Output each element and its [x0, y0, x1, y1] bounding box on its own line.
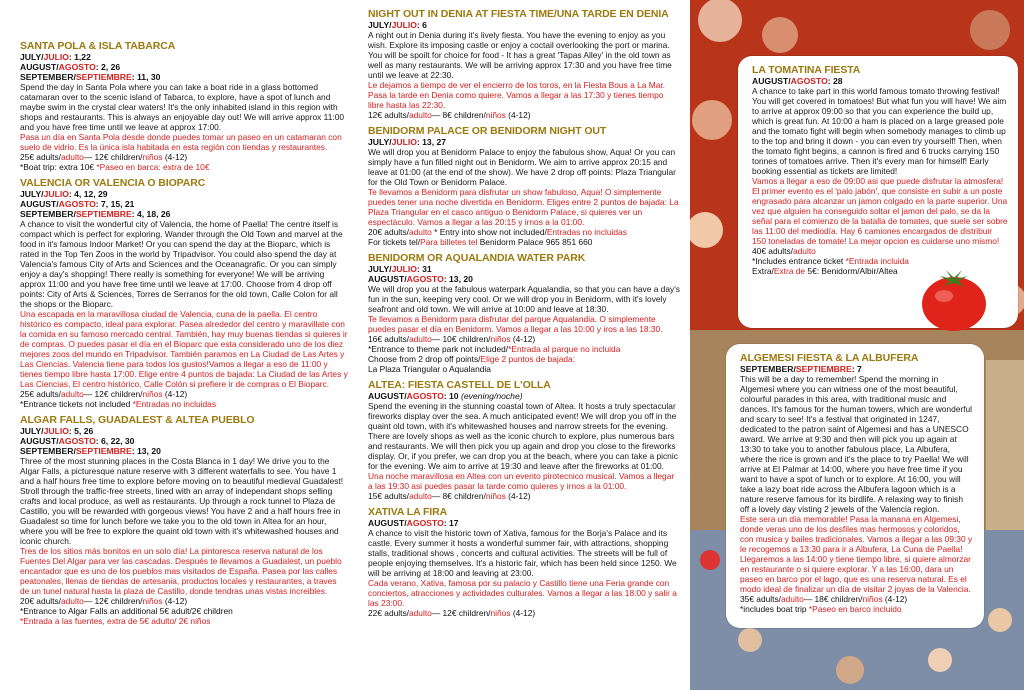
- price-line: 25€ adults/adulto— 12€ children/niños (4-12): [20, 389, 188, 399]
- section-title: ALTEA: FIESTA CASTELL DE L'OLLA: [368, 379, 551, 391]
- extra-line: *Includes entrance ticket *Entrada incluida: [752, 256, 909, 266]
- description-es: Te llevamos a Benidorm para disfrutar un show fabuloso, Aqua! O simplemente puedes tener una noche divertida en Benidorm. Eliges entre 2 puntos de bajada: La Plaza Triangular en el casco antiguo o Benidorm Palace, si quieres ver un espectáculo. Vamos a llegar a las 20:15 y irnos a la 01:00.: [368, 187, 679, 227]
- date-line: JULY/JULIO: 31: [368, 264, 432, 274]
- description-en: A chance to visit the historic town of Xativa, famous for the Borja's Palace and its castle. Every summer it hosts a wonderful summer fair, with attractions, shopping stalls, traditional shows , concerts and cultural activities. The streets will be full of people enjoying themselves. It's a historic fair, which has been held since 1250. We will be arriving at 18:00 and leaving at 23:00.: [368, 528, 677, 578]
- extra-line: *Boat trip: extra 10€ *Paseo en barca: extra de 10€: [20, 162, 210, 172]
- description-es: Tres de los sitios más bonitos en un solo día! La pintoresca reserva natural de los Fuentes Del Algar para ver las cascadas. Después te llevamos a Guadalest, un pueblo encantador que es uno de los pueblos mas visitados de España. Pasea por las calles peatonales, llenas de tiendas de artesania, productos locales y restaurantes, a traves de un tunel natural hasta la plaza de Castillo, donde tendras unas vistas increibles.: [20, 546, 342, 596]
- description-en: Spend the day in Santa Pola where you can take a boat ride in a glass bottomed catamaran over to the scenic island of Tabarca, to explore, have a spot of lunch and maybe swim in the crystal clear waters! It's the only inhabited island in this region with shops and restaurants. This is always an enjoyable day out! We will arrive approx 11:00 and you have free time until we leave at approx 17:00.: [20, 82, 345, 132]
- price-line: 22€ adults/adulto— 12€ children/niños (4-12): [368, 608, 536, 618]
- date-line: SEPTEMBER/SEPTIEMBRE: 7: [740, 364, 862, 374]
- section-title: BENIDORM PALACE OR BENIDORM NIGHT OUT: [368, 125, 607, 137]
- description-en: This will be a day to remember! Spend the morning in Algemesi where you can witness one of the most beautiful, colourful parades in this area, with traditional music and dances. It's famous for the human towers, which are wonderful and scary to see! It's a festival that originated in 1247, dedicated to the patron saint of Algemesi and has a UNESCO award. We arrive at 9:30 and then will pick you up again at 13:30 to take you to another fabulous place, La Albufera, where the rice is grown and it's the place to try Paella! We will arrive at El Palmar at 14:00, where you have free time if you want to have a spot of lunch or to explore. At 16:00, you will take a lazy boat ride across the Albufera lagoon which is a nature reserve famous for its birdlife. A relaxing way to finish off a lovely day visting 2 jewels of the Valencia region.: [740, 374, 973, 514]
- date-line: JULY/JULIO: 1,22: [20, 52, 91, 62]
- price-line: 35€ adults/adulto— 18€ children/niños (4-12): [740, 594, 908, 604]
- date-line: AUGUST/AGOSTO: 13, 20: [368, 274, 473, 284]
- extra-line: *Entrance tickets not included *Entradas no incluidas: [20, 399, 217, 409]
- price-line: 20€ adults/adulto * Entry into show not included/Entradas no incluidas: [368, 227, 627, 237]
- date-line: JULY/JULIO: 13, 27: [368, 137, 447, 147]
- description-es: Pasa un día en Santa Pola desde donde puedes tomar un paseo en un catamaran con suelo de vidrio. Es la única isla habitada en esta región con tiendas y restaurantes.: [20, 132, 342, 152]
- extra-line: *includes boat trip *Paseo en barco incluido: [740, 604, 902, 614]
- extra-line: *Entrance to Algar Falls an additional 5€ adult/2€ children: [20, 606, 233, 616]
- algemesi-box: [726, 344, 984, 628]
- price-line: 15€ adults/adulto— 8€ children/niños (4-12): [368, 491, 531, 501]
- description-es: Le dejamos a tiempo de ver el encierro de los toros, en la Fiesta Bous a La Mar. Pasa la tarde en Denia como quiere. Vamos a llegar a las 17:30 y tienes tiempo libre hasta las 22:30.: [368, 80, 666, 110]
- section-title: SANTA POLA & ISLA TABARCA: [20, 40, 176, 52]
- section-denia: [368, 8, 680, 120]
- section-title: ALGEMESI FIESTA & LA ALBUFERA: [740, 352, 919, 364]
- description-es: Una noche maravillosa en Altea con un evento pirotecnico musical. Vamos a llegar a las 19:30 asi puedes pasar la tarde como quieres y irnos a la 01:00.: [368, 471, 675, 491]
- price-line: 25€ adults/adulto— 12€ children/niños (4-12): [20, 152, 188, 162]
- points-line: La Plaza Triangular o Aqualandia: [368, 364, 491, 374]
- date-line: JULY/JULIO: 4, 12, 29: [20, 189, 108, 199]
- price-line: 12€ adults/adulto— 8€ children/niños (4-12): [368, 110, 531, 120]
- description-es: Cada verano, Xativa, famosa por su palacio y Castillo tiene una Feria grande con conciertos, atracciones y actividades culturales. Vamos a llegar a las 18:00 y salir a las 23:00.: [368, 578, 677, 608]
- date-line: SEPTEMBER/SEPTIEMBRE: 13, 20: [20, 446, 161, 456]
- section-benidorm-palace: [368, 125, 680, 247]
- date-line: AUGUST/AGOSTO: 17: [368, 518, 459, 528]
- extra-line-es: *Entrada a las fuentes, extra de 5€ adulto/ 2€ niños: [20, 616, 211, 626]
- description-en: We will drop you at Benidorm Palace to enjoy the fabulous show, Aqua! Or you can simply have a fun filled night out in Benidorm. We aim to arrive approx 20:15 and leave at 01:00 (at the end of the show). We have 2 drop off points: Plaza Triangular for the Old Town or Benidorm Palace.: [368, 147, 676, 187]
- date-line: AUGUST/AGOSTO: 6, 22, 30: [20, 436, 135, 446]
- column-left: [0, 0, 356, 690]
- description-en: A chance to take part in this world famous tomato throwing festival! You will get covered in tomatoes! But what fun you will have! We aim to arrive at approx 09:00 so that you can experience the build up, which is great fun. At 10:00 a ham is placed on a large greased pole and the tomato fight will begin when somebody manages to climb up to the top and bring it down - you can even try yourself! Then, when the tomato fight begins, a cannon is fired and 6 trucks carrying 150 tonnes of tomatoes arrive. Then it's every man for himself! Early booking essential as tickets are limited!: [752, 86, 1007, 176]
- description-en: Three of the most stunning places in the Costa Blanca in 1 day! We drive you to the Algar Falls, a picturesque nature reserve with 3 different waterfalls to see. You have 1 and a half hours free time to explore before moving on to beautiful medieval Guadalest! Stroll through the traffic-free streets, lined with an array of independant shops selling crafts and local produce, as well as restaurants. Up through a rock tunnel to Plaza de Castillo, you will be rewarded with gorgeous views! You have 2 and a half hours free in Guadalest so time for lunch before we take you to the old town in Altea for an hour, where you will be free to explore the quaint old town with it's whitewashed houses and iconic church.: [20, 456, 344, 546]
- price-line: 16€ adults/adulto— 10€ children/niños (4-12): [368, 334, 536, 344]
- date-line: SEPTEMBER/SEPTIEMBRE: 4, 18, 26: [20, 209, 171, 219]
- section-title: ALGAR FALLS, GUADALEST & ALTEA PUEBLO: [20, 414, 255, 426]
- date-line: AUGUST/AGOSTO: 10 (evening/noche): [368, 391, 523, 401]
- description-en: Spend the evening in the stunning coastal town of Altea. It hosts a truly spectacular fireworks display over the sea. A much anticipated event! We will drop you off in the quaint old town, with it's whitewashed houses and narrow streets for the evening. There are lovely shops as well as the iconic church to explore, plus numerous bars and restaurants. We will then pick you up again and drop you close to the fireworks display. Or, if you prefer, we can drop you at the beach, where you can take a picnic for the evening. We aim to arrive at 19:30 and leave after the fireworks at 01:00.: [368, 401, 678, 471]
- column-middle: [360, 0, 686, 690]
- description-es: Te llevamos a Benidorm para disfrutar del parque Aqualandia. O simplemente puedes pasar el día en Benidorm. Vamos a llegar a las 10:00 y iros a las 18:30.: [368, 314, 663, 334]
- date-line: AUGUST/AGOSTO: 2, 26: [20, 62, 121, 72]
- choose-line: Choose from 2 drop off points/Elige 2 puntos de bajada:: [368, 354, 576, 364]
- extra-line: *Entrance to theme park not included/*Entrada al parque no incluida: [368, 344, 621, 354]
- section-title: XATIVA LA FIRA: [368, 506, 448, 518]
- description-en: A chance to visit the wonderful city of Valencia, the home of Paella! The centre itself is compact which is perfect for exploring. Wander through the Old Town and marvel at the food in it's famous Indoor Market! Or you can spend the day at the Bioparc, which is rated in the Top Ten Zoos in the world by Tripadvisor. You could also spend the day at Valencia's famous City of Arts and Sciences and the Oceanagrafic. Or you can simply enjoy a day's shopping! There really is something for everyone! We will be arriving approx 11:00 and you have free time until we leave at 17:00. Choose from 4 drop off points: City of Arts & Sciences, Torres de Serranos for the old town, Calle Colon for all the shops or the Bioparc.: [20, 219, 343, 309]
- date-line: AUGUST/AGOSTO: 28: [752, 76, 843, 86]
- description-es: Vamos a llegar a eso de 09:00 asi que puede disfrutar la atmosfera! El primer evento es el 'palo jabón', que consiste en subir a un poste engrasado para alcanzar un jamon colgado en la parte superior. Una vez que alguien ha conseguido soltar el jamon del palo, se da la señal para el comienzo de la batalla de tomates, que suele ser sobre las 11:00 del mediodía. Hay 6 camiones encargados de distribuir 150 toneladas de tomate! La mejor opcion es cuidarse uno mismo!: [752, 176, 1008, 246]
- section-title: BENIDORM OR AQUALANDIA WATER PARK: [368, 252, 586, 264]
- date-line: SEPTEMBER/SEPTIEMBRE: 11, 30: [20, 72, 161, 82]
- date-line: JULY/JULIO: 5, 26: [20, 426, 94, 436]
- section-xativa: [368, 506, 680, 618]
- section-title: VALENCIA OR VALENCIA O BIOPARC: [20, 177, 206, 189]
- extra2-line: Extra/Extra de 5€: Benidorm/Albir/Altea: [752, 266, 898, 276]
- description-es: Este sera un día memorable! Pasa la manana en Algemesi, donde veras uno de los desfiles mas hermosos y coloridos, con musica y bailes tradicionales. Vamos a llegar a las 09:30 y le recogemos a 13:30 para ir a Albufera, La Cuna de Paella! Llegaremos a las 14:00 y tiene tiempo libre, si quiere almorzar en restaurante o si quiere explorar. Y a las 16:00, dara un paseo en barco por el lago, que es una reserva natural. Es el modo ideal de finalizar un día de visitar 2 joyas de la Valencia.: [740, 514, 973, 594]
- section-altea: [368, 379, 680, 501]
- price-line: 20€ adults/adulto— 12€ children/niños (4-12): [20, 596, 188, 606]
- section-aqualandia: [368, 252, 680, 374]
- description-en: A night out in Denia during it's lively fiesta. You have the evening to enjoy as you wish. Explore its imposing castle or enjoy a coctail overlooking the port or marina. You will be spoilt for choice for food - It has a great 'Tapas Alley' in the old town as well as many restaurants. We will be arriving approx 17:30 and you have free time until we leave at 22:30.: [368, 30, 672, 80]
- section-title: LA TOMATINA FIESTA: [752, 64, 861, 76]
- date-line: JULY/JULIO: 6: [368, 20, 427, 30]
- tickets-line: For tickets tel/Para billetes tel Benidorm Palace 965 851 660: [368, 237, 593, 247]
- tomato-icon: [918, 262, 990, 334]
- section-algar: [20, 414, 348, 626]
- price-line: 40€ adults/adulto: [752, 246, 816, 256]
- description-es: Una escapada en la maravillosa ciudad de Valencia, cuna de la paella. El centro histórico es compacto, ideal para explorar. Pasea alrededor del centro y maravillate con la comida en su famoso mercado central. También, hay muy buenas tiendas si quieres ir de compras. O puedes pasar el día en el Bioparc que esta considerado uno de los diez mejores zoos del mundo en Tripadvisor. También paramos en La Ciudad de Las Artes y Las Ciencias. Valencia tiene para todos los gustos!Vamos a llegar a eso de 11:00 y tienes tiempo libre hasta 17:00. Elige entre 4 puntos de bajada: La Ciudad de las Artes y Las Ciencias, El centro histórico, Calle Colón si prefiere ir de compras o El Bioparc.: [20, 309, 348, 389]
- section-title: NIGHT OUT IN DENIA AT FIESTA TIME/UNA TARDE EN DENIA: [368, 8, 669, 20]
- date-line: AUGUST/AGOSTO: 7, 15, 21: [20, 199, 135, 209]
- section-santa-pola: [20, 40, 348, 172]
- section-valencia: [20, 177, 348, 409]
- column-right-photo: [690, 0, 1024, 690]
- description-en: We will drop you at the fabulous waterpark Aqualandia, so that you can have a day's fun in the sun, keeping very cool. Or we will drop you in Benidorm, with it's lovely seafront and old town. We will arrive at 10:00 and leave at 18:30.: [368, 284, 680, 314]
